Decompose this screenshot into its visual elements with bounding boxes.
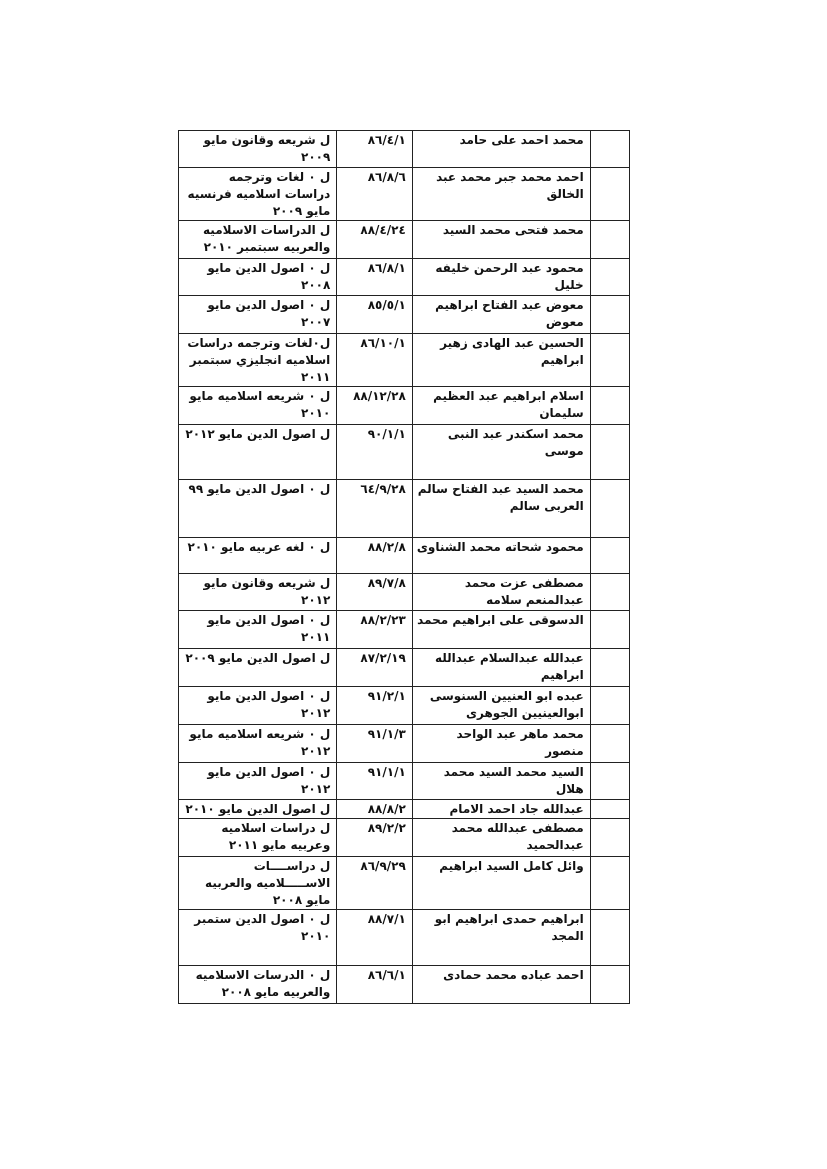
qualification-cell bbox=[179, 538, 337, 574]
qualification-cell bbox=[179, 425, 337, 480]
qualification-cell bbox=[179, 221, 337, 259]
qualification-cell bbox=[179, 649, 337, 687]
qualification-cell-text: ل اصول الدين مايو ٢٠٠٩ bbox=[185, 651, 331, 665]
name-cell-text: محمد احمد على حامد bbox=[459, 133, 584, 147]
table-row bbox=[179, 425, 630, 480]
qualification-cell-text: ل ٠ لغات وترجمه دراسات اسلاميه فرنسيه مايو ٢٠٠٩ bbox=[187, 170, 331, 218]
date-cell-text: ٩٠/١/١ bbox=[367, 427, 406, 441]
date-cell-text: ٨٦/٦/١ bbox=[367, 968, 406, 982]
row-index-cell bbox=[590, 763, 629, 800]
date-cell bbox=[337, 574, 413, 611]
date-cell bbox=[337, 966, 413, 1004]
qualification-cell bbox=[179, 259, 337, 296]
name-cell bbox=[412, 334, 590, 387]
name-cell-text: الحسين عبد الهادى زهير ابراهيم bbox=[440, 336, 584, 367]
name-cell bbox=[412, 910, 590, 966]
name-cell-text: معوض عبد الفتاح ابراهيم معوض bbox=[435, 298, 584, 329]
table-row bbox=[179, 221, 630, 259]
table-row bbox=[179, 259, 630, 296]
table-row bbox=[179, 611, 630, 649]
table-row bbox=[179, 910, 630, 966]
qualification-cell bbox=[179, 966, 337, 1004]
name-cell-text: الدسوقى على ابراهيم محمد bbox=[417, 613, 584, 627]
qualification-cell-text: ل ٠ اصول الدين مايو ٢٠١٢ bbox=[207, 765, 331, 796]
date-cell-text: ٨٩/٧/٨ bbox=[367, 576, 406, 590]
date-cell bbox=[337, 611, 413, 649]
date-cell-text: ٨٨/١٢/٢٨ bbox=[353, 389, 406, 403]
row-index-cell bbox=[590, 259, 629, 296]
qualification-cell bbox=[179, 763, 337, 800]
date-cell bbox=[337, 819, 413, 857]
row-index-cell bbox=[590, 800, 629, 819]
name-cell-text: السيد محمد السيد محمد هلال bbox=[443, 765, 584, 796]
name-cell bbox=[412, 480, 590, 538]
table-row bbox=[179, 763, 630, 800]
qualification-cell-text: ل ٠ اصول الدين مايو ٩٩ bbox=[188, 482, 331, 496]
row-index-cell bbox=[590, 425, 629, 480]
date-cell-text: ٩١/٢/١ bbox=[367, 689, 406, 703]
row-index-cell bbox=[590, 611, 629, 649]
date-cell-text: ٨٨/٨/٢ bbox=[367, 802, 406, 816]
qualification-cell bbox=[179, 800, 337, 819]
qualification-cell-text: ل ٠ اصول الدين ستمبر ٢٠١٠ bbox=[194, 912, 331, 943]
date-cell-text: ٩١/١/٣ bbox=[367, 727, 406, 741]
qualification-cell bbox=[179, 296, 337, 334]
qualification-cell bbox=[179, 725, 337, 763]
name-cell bbox=[412, 259, 590, 296]
date-cell-text: ٨٧/٢/١٩ bbox=[360, 651, 406, 665]
table-row bbox=[179, 296, 630, 334]
qualification-cell-text: ل ٠ الدرسات الاسلاميه والعربيه مايو ٢٠٠٨ bbox=[195, 968, 331, 999]
qualification-cell-text: ل ٠ اصول الدين مايو ٢٠٠٧ bbox=[207, 298, 331, 329]
date-cell bbox=[337, 763, 413, 800]
name-cell bbox=[412, 819, 590, 857]
name-cell bbox=[412, 574, 590, 611]
row-index-cell bbox=[590, 819, 629, 857]
row-index-cell bbox=[590, 857, 629, 910]
date-cell bbox=[337, 221, 413, 259]
date-cell bbox=[337, 259, 413, 296]
date-cell-text: ٦٤/٩/٢٨ bbox=[360, 482, 406, 496]
row-index-cell bbox=[590, 910, 629, 966]
table-row bbox=[179, 857, 630, 910]
table-row bbox=[179, 574, 630, 611]
name-cell-text: محمود شحاته محمد الشناوى bbox=[416, 540, 584, 554]
graduates-table bbox=[178, 130, 630, 1004]
name-cell-text: عبدالله عبدالسلام عبدالله ابراهيم bbox=[434, 651, 584, 682]
qualification-cell-text: ل شريعه وقانون مايو ٢٠١٢ bbox=[203, 576, 331, 607]
date-cell-text: ٨٨/٧/١ bbox=[367, 912, 406, 926]
date-cell bbox=[337, 425, 413, 480]
date-cell bbox=[337, 387, 413, 425]
row-index-cell bbox=[590, 387, 629, 425]
name-cell bbox=[412, 649, 590, 687]
date-cell bbox=[337, 480, 413, 538]
qualification-cell bbox=[179, 387, 337, 425]
qualification-cell-text: ل ٠ اصول الدين مايو ٢٠٠٨ bbox=[207, 261, 331, 292]
name-cell bbox=[412, 296, 590, 334]
date-cell-text: ٨٥/٥/١ bbox=[367, 298, 406, 312]
qualification-cell-text: ل ٠ لغه عربيه مايو ٢٠١٠ bbox=[187, 540, 331, 554]
name-cell bbox=[412, 131, 590, 168]
qualification-cell bbox=[179, 611, 337, 649]
name-cell bbox=[412, 611, 590, 649]
name-cell-text: احمد محمد جبر محمد عبد الخالق bbox=[436, 170, 584, 201]
name-cell-text: محمد اسكندر عبد النبى موسى bbox=[447, 427, 584, 458]
date-cell bbox=[337, 334, 413, 387]
name-cell bbox=[412, 763, 590, 800]
row-index-cell bbox=[590, 649, 629, 687]
table-row bbox=[179, 387, 630, 425]
row-index-cell bbox=[590, 296, 629, 334]
date-cell bbox=[337, 168, 413, 221]
qualification-cell-text: ل٠لغات وترجمه دراسات اسلاميه انجليزي سبتمبر ٢٠١١ bbox=[187, 336, 331, 384]
name-cell-text: عبدالله جاد احمد الامام bbox=[449, 802, 584, 816]
name-cell bbox=[412, 538, 590, 574]
qualification-cell-text: ل الدراسات الاسلاميه والعربيه سبتمبر ٢٠١٠ bbox=[203, 223, 331, 254]
name-cell-text: عبده ابو العنيين السنوسى ابوالعينيين الجوهرى bbox=[429, 689, 584, 720]
name-cell-text: محمود عبد الرحمن خليفه خليل bbox=[435, 261, 584, 292]
row-index-cell bbox=[590, 131, 629, 168]
qualification-cell-text: ل ٠ شريعه اسلاميه مايو ٢٠١٠ bbox=[189, 389, 331, 420]
date-cell bbox=[337, 131, 413, 168]
date-cell bbox=[337, 857, 413, 910]
name-cell bbox=[412, 725, 590, 763]
date-cell bbox=[337, 538, 413, 574]
name-cell-text: مصطفى عبدالله محمد عبدالحميد bbox=[451, 821, 584, 852]
row-index-cell bbox=[590, 966, 629, 1004]
name-cell bbox=[412, 966, 590, 1004]
name-cell bbox=[412, 387, 590, 425]
date-cell-text: ٨٨/٢/٢٣ bbox=[360, 613, 406, 627]
row-index-cell bbox=[590, 334, 629, 387]
qualification-cell-text: ل ٠ اصول الدين مايو ٢٠١٢ bbox=[207, 689, 331, 720]
table-row bbox=[179, 725, 630, 763]
table-row bbox=[179, 800, 630, 819]
date-cell bbox=[337, 910, 413, 966]
qualification-cell bbox=[179, 687, 337, 725]
date-cell-text: ٨٦/٨/١ bbox=[367, 261, 406, 275]
name-cell-text: محمد فتحى محمد السيد bbox=[442, 223, 584, 237]
table-row bbox=[179, 334, 630, 387]
name-cell bbox=[412, 425, 590, 480]
name-cell-text: احمد عباده محمد حمادى bbox=[443, 968, 584, 982]
table-row bbox=[179, 131, 630, 168]
table-row bbox=[179, 480, 630, 538]
name-cell-text: محمد ماهر عبد الواحد منصور bbox=[456, 727, 584, 758]
qualification-cell-text: ل اصول الدين مايو ٢٠١٢ bbox=[185, 427, 331, 441]
date-cell-text: ٨٦/٩/٢٩ bbox=[360, 859, 406, 873]
row-index-cell bbox=[590, 538, 629, 574]
row-index-cell bbox=[590, 480, 629, 538]
table-row bbox=[179, 966, 630, 1004]
qualification-cell-text: ل اصول الدين مايو ٢٠١٠ bbox=[185, 802, 331, 816]
name-cell bbox=[412, 857, 590, 910]
date-cell-text: ٨٦/٨/٦ bbox=[367, 170, 406, 184]
qualification-cell-text: ل شريعه وقانون مايو ٢٠٠٩ bbox=[203, 133, 331, 164]
date-cell-text: ٨٨/٤/٢٤ bbox=[360, 223, 406, 237]
name-cell-text: وائل كامل السيد ابراهيم bbox=[439, 859, 584, 873]
row-index-cell bbox=[590, 574, 629, 611]
qualification-cell-text: ل دراســــات الاســـــلاميه والعربيه مايو ٢٠٠٨ bbox=[205, 859, 331, 907]
name-cell bbox=[412, 168, 590, 221]
row-index-cell bbox=[590, 221, 629, 259]
qualification-cell bbox=[179, 168, 337, 221]
date-cell-text: ٨٨/٢/٨ bbox=[367, 540, 406, 554]
name-cell bbox=[412, 687, 590, 725]
qualification-cell-text: ل دراسات اسلاميه وعربيه مايو ٢٠١١ bbox=[221, 821, 331, 852]
name-cell-text: مصطفى عزت محمد عبدالمنعم سلامه bbox=[464, 576, 584, 607]
table-row bbox=[179, 649, 630, 687]
qualification-cell bbox=[179, 857, 337, 910]
qualification-cell-text: ل ٠ اصول الدين مايو ٢٠١١ bbox=[207, 613, 331, 644]
name-cell bbox=[412, 800, 590, 819]
qualification-cell bbox=[179, 910, 337, 966]
date-cell bbox=[337, 296, 413, 334]
name-cell-text: ابراهيم حمدى ابراهيم ابو المجد bbox=[434, 912, 584, 943]
table-row bbox=[179, 819, 630, 857]
row-index-cell bbox=[590, 687, 629, 725]
qualification-cell-text: ل ٠ شريعه اسلاميه مايو ٢٠١٢ bbox=[189, 727, 331, 758]
row-index-cell bbox=[590, 725, 629, 763]
table-row bbox=[179, 538, 630, 574]
date-cell bbox=[337, 800, 413, 819]
date-cell-text: ٩١/١/١ bbox=[367, 765, 406, 779]
qualification-cell bbox=[179, 480, 337, 538]
table-body bbox=[179, 131, 630, 1004]
table-row bbox=[179, 687, 630, 725]
date-cell-text: ٨٩/٢/٢ bbox=[367, 821, 406, 835]
date-cell bbox=[337, 649, 413, 687]
qualification-cell bbox=[179, 131, 337, 168]
date-cell-text: ٨٦/٤/١ bbox=[367, 133, 406, 147]
row-index-cell bbox=[590, 168, 629, 221]
qualification-cell bbox=[179, 574, 337, 611]
date-cell-text: ٨٦/١٠/١ bbox=[360, 336, 406, 350]
name-cell-text: محمد السيد عبد الفتاح سالم العربى سالم bbox=[417, 482, 584, 513]
qualification-cell bbox=[179, 819, 337, 857]
name-cell bbox=[412, 221, 590, 259]
date-cell bbox=[337, 687, 413, 725]
table-row bbox=[179, 168, 630, 221]
name-cell-text: اسلام ابراهيم عبد العظيم سليمان bbox=[433, 389, 584, 420]
qualification-cell bbox=[179, 334, 337, 387]
date-cell bbox=[337, 725, 413, 763]
